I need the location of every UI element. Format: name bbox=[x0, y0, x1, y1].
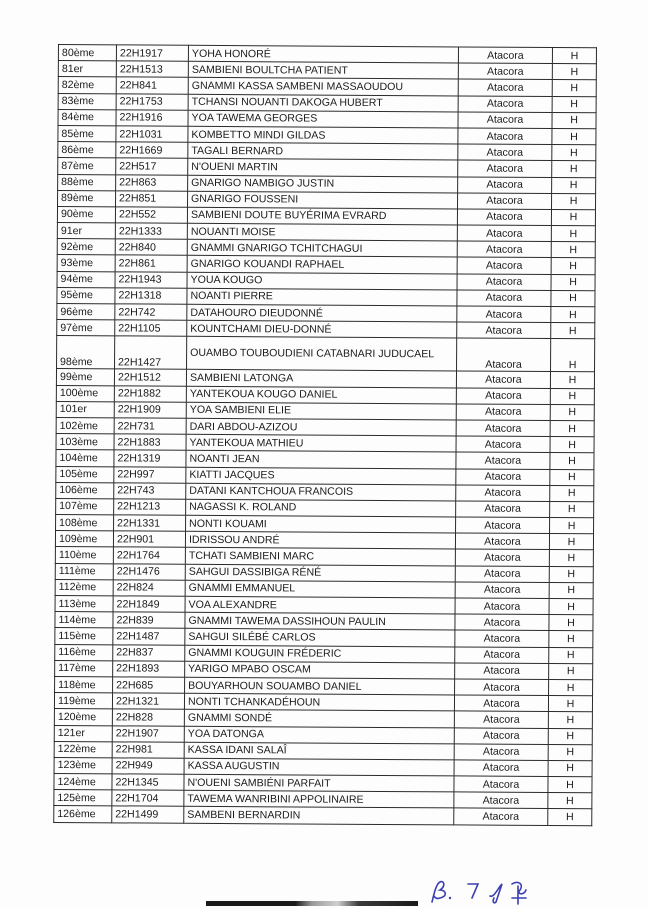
department-cell: Atacora bbox=[456, 517, 550, 534]
sex-cell: H bbox=[550, 404, 594, 420]
rank-cell: 101er bbox=[56, 401, 114, 418]
rank-cell: 109ème bbox=[55, 531, 113, 548]
name-cell: GNARIGO KOUANDI RAPHAEL bbox=[187, 256, 457, 274]
department-cell: Atacora bbox=[458, 96, 552, 113]
name-cell: KIATTI JACQUES bbox=[186, 467, 456, 485]
name-cell: OUAMBO TOUBOUDIENI CATABNARI JUDUCAEL bbox=[187, 337, 457, 372]
sex-cell: H bbox=[551, 323, 595, 339]
rank-cell: 89ème bbox=[58, 190, 116, 207]
department-cell: Atacora bbox=[454, 727, 548, 744]
department-cell: Atacora bbox=[456, 371, 550, 388]
rank-cell: 94ème bbox=[57, 271, 115, 288]
page-footer-bar bbox=[206, 901, 418, 906]
sex-cell: H bbox=[551, 193, 595, 209]
name-cell: SAHGUI DASSIBIGA RÉNÉ bbox=[185, 564, 455, 582]
code-cell: 22H1427 bbox=[115, 336, 187, 369]
rank-cell: 104ème bbox=[56, 450, 114, 467]
name-cell: YANTEKOUA MATHIEU bbox=[186, 434, 456, 452]
sex-cell: H bbox=[548, 696, 592, 712]
rank-cell: 116ème bbox=[55, 644, 113, 661]
code-cell: 22H851 bbox=[116, 191, 188, 208]
department-cell: Atacora bbox=[456, 501, 550, 518]
name-cell: N'OUENI SAMBIÉNI PARFAIT bbox=[184, 774, 454, 792]
name-cell: SAMBIENI DOUTE BUYÉRIMA EVRARD bbox=[187, 207, 457, 225]
sex-cell: H bbox=[552, 161, 596, 177]
sex-cell: H bbox=[550, 437, 594, 453]
code-cell: 22H1909 bbox=[114, 402, 186, 419]
department-cell: Atacora bbox=[457, 209, 551, 226]
rank-cell: 121er bbox=[54, 725, 112, 742]
rank-cell: 106ème bbox=[56, 482, 114, 499]
results-table-body bbox=[54, 45, 597, 826]
sex-cell: H bbox=[551, 258, 595, 274]
department-cell: Atacora bbox=[455, 533, 549, 550]
sex-cell: H bbox=[548, 777, 592, 793]
name-cell: GNAMMI SONDÉ bbox=[184, 710, 454, 728]
sex-cell: H bbox=[551, 274, 595, 290]
name-cell: NONTI KOUAMI bbox=[186, 515, 456, 533]
department-cell: Atacora bbox=[454, 760, 548, 777]
code-cell: 22H517 bbox=[116, 158, 188, 175]
code-cell: 22H839 bbox=[113, 612, 185, 629]
name-cell: VOA ALEXANDRE bbox=[185, 596, 455, 614]
name-cell: TCHANSI NOUANTI DAKOGA HUBERT bbox=[188, 94, 458, 112]
code-cell: 22H1476 bbox=[113, 563, 185, 580]
code-cell: 22H828 bbox=[112, 709, 184, 726]
name-cell: TAGALI BERNARD bbox=[188, 142, 458, 160]
code-cell: 22H981 bbox=[112, 742, 184, 759]
name-cell: NAGASSI K. ROLAND bbox=[186, 499, 456, 517]
rank-cell: 110ème bbox=[55, 547, 113, 564]
sex-cell: H bbox=[551, 209, 595, 225]
department-cell: Atacora bbox=[458, 47, 552, 64]
department-cell: Atacora bbox=[456, 404, 550, 421]
department-cell: Atacora bbox=[458, 176, 552, 193]
rank-cell: 114ème bbox=[55, 612, 113, 629]
handwritten-signature bbox=[428, 876, 548, 906]
department-cell: Atacora bbox=[457, 225, 551, 242]
code-cell: 22H731 bbox=[114, 418, 186, 435]
name-cell: KOMBETTO MINDI GILDAS bbox=[188, 126, 458, 144]
code-cell: 22H1849 bbox=[113, 596, 185, 613]
code-cell: 22H1499 bbox=[112, 806, 184, 823]
code-cell: 22H1321 bbox=[112, 693, 184, 710]
code-cell: 22H837 bbox=[113, 644, 185, 661]
department-cell: Atacora bbox=[454, 744, 548, 761]
rank-cell: 88ème bbox=[58, 174, 116, 191]
code-cell: 22H901 bbox=[113, 531, 185, 548]
code-cell: 22H1331 bbox=[114, 515, 186, 532]
department-cell: Atacora bbox=[455, 646, 549, 663]
sex-cell: H bbox=[549, 647, 593, 663]
rank-cell: 113ème bbox=[55, 595, 113, 612]
sex-cell: H bbox=[550, 420, 594, 436]
department-cell: Atacora bbox=[454, 776, 548, 793]
sex-cell: H bbox=[552, 80, 596, 96]
rank-cell: 111ème bbox=[55, 563, 113, 580]
name-cell: TCHATI SAMBIENI MARC bbox=[185, 548, 455, 566]
code-cell: 22H840 bbox=[115, 239, 187, 256]
code-cell: 22H863 bbox=[116, 174, 188, 191]
sex-cell: H bbox=[550, 388, 594, 404]
code-cell: 22H1907 bbox=[112, 725, 184, 742]
name-cell: BOUYARHOUN SOUAMBO DANIEL bbox=[185, 677, 455, 695]
rank-cell: 99ème bbox=[56, 369, 114, 386]
name-cell: YANTEKOUA KOUGO DANIEL bbox=[186, 386, 456, 404]
sex-cell: H bbox=[548, 744, 592, 760]
code-cell: 22H1764 bbox=[113, 547, 185, 564]
sex-cell: H bbox=[552, 48, 596, 64]
rank-cell: 117ème bbox=[55, 660, 113, 677]
code-cell: 22H1893 bbox=[113, 661, 185, 678]
name-cell: YARIGO MPABO OSCAM bbox=[185, 661, 455, 679]
sex-cell: H bbox=[550, 453, 594, 469]
name-cell: DATANI KANTCHOUA FRANCOIS bbox=[186, 483, 456, 501]
rank-cell: 108ème bbox=[56, 515, 114, 532]
code-cell: 22H1669 bbox=[116, 142, 188, 159]
code-cell: 22H1512 bbox=[114, 369, 186, 386]
rank-cell: 112ème bbox=[55, 579, 113, 596]
code-cell: 22H1345 bbox=[112, 774, 184, 791]
name-cell: KASSA AUGUSTIN bbox=[184, 758, 454, 776]
rank-cell: 120ème bbox=[54, 709, 112, 726]
name-cell: YOA SAMBIENI ELIE bbox=[186, 402, 456, 420]
code-cell: 22H824 bbox=[113, 580, 185, 597]
sex-cell: H bbox=[552, 96, 596, 112]
department-cell: Atacora bbox=[458, 128, 552, 145]
code-cell: 22H1943 bbox=[115, 271, 187, 288]
rank-cell: 95ème bbox=[57, 287, 115, 304]
sex-cell: H bbox=[549, 679, 593, 695]
rank-cell: 123ème bbox=[54, 757, 112, 774]
rank-cell: 96ème bbox=[57, 303, 115, 320]
sex-cell: H bbox=[549, 615, 593, 631]
department-cell: Atacora bbox=[458, 144, 552, 161]
department-cell: Atacora bbox=[458, 112, 552, 129]
name-cell: GNAMMI GNARIGO TCHITCHAGUI bbox=[187, 240, 457, 258]
rank-cell: 100ème bbox=[56, 385, 114, 402]
code-cell: 22H997 bbox=[114, 466, 186, 483]
department-cell: Atacora bbox=[454, 711, 548, 728]
sex-cell: H bbox=[548, 809, 592, 825]
name-cell: SAHGUI SILÉBÉ CARLOS bbox=[185, 629, 455, 647]
code-cell: 22H949 bbox=[112, 758, 184, 775]
sex-cell: H bbox=[551, 226, 595, 242]
name-cell: NOANTI JEAN bbox=[186, 451, 456, 469]
department-cell: Atacora bbox=[458, 63, 552, 80]
sex-cell: H bbox=[551, 242, 595, 258]
name-cell: YOUA KOUGO bbox=[187, 272, 457, 290]
code-cell: 22H1318 bbox=[115, 288, 187, 305]
code-cell: 22H1213 bbox=[114, 499, 186, 516]
name-cell: SAMBENI BERNARDIN bbox=[184, 807, 454, 825]
department-cell: Atacora bbox=[457, 257, 551, 274]
rank-cell: 102ème bbox=[56, 417, 114, 434]
rank-cell: 103ème bbox=[56, 434, 114, 451]
name-cell: GNARIGO NAMBIGO JUSTIN bbox=[188, 175, 458, 193]
department-cell: Atacora bbox=[455, 663, 549, 680]
name-cell: GNAMMI EMMANUEL bbox=[185, 580, 455, 598]
sex-cell: H bbox=[550, 518, 594, 534]
department-cell: Atacora bbox=[456, 420, 550, 437]
rank-cell: 90ème bbox=[57, 206, 115, 223]
code-cell: 22H1882 bbox=[114, 385, 186, 402]
rank-cell: 85ème bbox=[58, 125, 116, 142]
name-cell: YOHA HONORÉ bbox=[188, 45, 458, 63]
rank-cell: 93ème bbox=[57, 255, 115, 272]
name-cell: YOA DATONGA bbox=[184, 726, 454, 744]
name-cell: N'OUENI MARTIN bbox=[188, 159, 458, 177]
rank-cell: 83ème bbox=[58, 93, 116, 110]
code-cell: 22H841 bbox=[116, 77, 188, 94]
rank-cell: 80ème bbox=[58, 45, 116, 62]
department-cell: Atacora bbox=[456, 468, 550, 485]
sex-cell: H bbox=[549, 566, 593, 582]
department-cell: Atacora bbox=[457, 322, 551, 339]
rank-cell: 126ème bbox=[54, 806, 112, 823]
department-cell: Atacora bbox=[454, 792, 548, 809]
name-cell: SAMBIENI BOULTCHA PATIENT bbox=[188, 61, 458, 79]
department-cell: Atacora bbox=[457, 241, 551, 258]
rank-cell: 98ème bbox=[57, 336, 115, 369]
code-cell: 22H1753 bbox=[116, 93, 188, 110]
code-cell: 22H743 bbox=[114, 483, 186, 500]
rank-cell: 118ème bbox=[55, 676, 113, 693]
code-cell: 22H1031 bbox=[116, 126, 188, 143]
department-cell: Atacora bbox=[457, 338, 551, 372]
name-cell: DARI ABDOU-AZIZOU bbox=[186, 418, 456, 436]
name-cell: KOUNTCHAMI DIEU-DONNÉ bbox=[187, 320, 457, 338]
code-cell: 22H552 bbox=[115, 207, 187, 224]
code-cell: 22H1513 bbox=[116, 61, 188, 78]
code-cell: 22H861 bbox=[115, 255, 187, 272]
rank-cell: 122ème bbox=[54, 741, 112, 758]
department-cell: Atacora bbox=[455, 614, 549, 631]
code-cell: 22H1883 bbox=[114, 434, 186, 451]
code-cell: 22H1319 bbox=[114, 450, 186, 467]
sex-cell: H bbox=[549, 582, 593, 598]
rank-cell: 84ème bbox=[58, 109, 116, 126]
department-cell: Atacora bbox=[458, 193, 552, 210]
code-cell: 22H1704 bbox=[112, 790, 184, 807]
code-cell: 22H1916 bbox=[116, 110, 188, 127]
sex-cell: H bbox=[550, 501, 594, 517]
department-cell: Atacora bbox=[454, 808, 548, 825]
name-cell: NONTI TCHANKADÉHOUN bbox=[184, 693, 454, 711]
department-cell: Atacora bbox=[455, 566, 549, 583]
table-row bbox=[57, 336, 595, 372]
department-cell: Atacora bbox=[455, 630, 549, 647]
rank-cell: 81er bbox=[58, 61, 116, 78]
department-cell: Atacora bbox=[456, 452, 550, 469]
rank-cell: 86ème bbox=[58, 142, 116, 159]
name-cell: IDRISSOU ANDRÉ bbox=[185, 532, 455, 550]
department-cell: Atacora bbox=[457, 274, 551, 291]
sex-cell: H bbox=[548, 712, 592, 728]
sex-cell: H bbox=[550, 469, 594, 485]
sex-cell: H bbox=[548, 728, 592, 744]
rank-cell: 115ème bbox=[55, 628, 113, 645]
sex-cell: H bbox=[551, 307, 595, 323]
name-cell: NOUANTI MOISE bbox=[187, 223, 457, 241]
rank-cell: 97ème bbox=[57, 320, 115, 337]
table-row bbox=[54, 806, 592, 825]
name-cell: KASSA IDANI SALAÎ bbox=[184, 742, 454, 760]
code-cell: 22H1333 bbox=[115, 223, 187, 240]
rank-cell: 107ème bbox=[56, 498, 114, 515]
rank-cell: 105ème bbox=[56, 466, 114, 483]
code-cell: 22H1917 bbox=[116, 45, 188, 62]
sex-cell: H bbox=[551, 339, 595, 372]
sex-cell: H bbox=[552, 128, 596, 144]
department-cell: Atacora bbox=[456, 436, 550, 453]
name-cell: TAWEMA WANRIBINI APPOLINAIRE bbox=[184, 791, 454, 809]
sex-cell: H bbox=[551, 290, 595, 306]
department-cell: Atacora bbox=[457, 290, 551, 307]
department-cell: Atacora bbox=[455, 582, 549, 599]
name-cell: GNAMMI TAWEMA DASSIHOUN PAULIN bbox=[185, 612, 455, 630]
name-cell: SAMBIENI LATONGA bbox=[186, 370, 456, 388]
department-cell: Atacora bbox=[455, 549, 549, 566]
sex-cell: H bbox=[552, 112, 596, 128]
department-cell: Atacora bbox=[454, 695, 548, 712]
rank-cell: 82ème bbox=[58, 77, 116, 94]
sex-cell: H bbox=[549, 550, 593, 566]
results-table bbox=[53, 44, 597, 826]
name-cell: NOANTI PIERRE bbox=[187, 288, 457, 306]
name-cell: DATAHOURO DIEUDONNÉ bbox=[187, 304, 457, 322]
sex-cell: H bbox=[550, 372, 594, 388]
sex-cell: H bbox=[552, 177, 596, 193]
name-cell: YOA TAWEMA GEORGES bbox=[188, 110, 458, 128]
department-cell: Atacora bbox=[455, 598, 549, 615]
code-cell: 22H742 bbox=[115, 304, 187, 321]
rank-cell: 91er bbox=[57, 223, 115, 240]
department-cell: Atacora bbox=[457, 306, 551, 323]
rank-cell: 119ème bbox=[54, 693, 112, 710]
department-cell: Atacora bbox=[458, 79, 552, 96]
rank-cell: 87ème bbox=[58, 158, 116, 175]
sex-cell: H bbox=[549, 534, 593, 550]
code-cell: 22H1105 bbox=[115, 320, 187, 337]
department-cell: Atacora bbox=[455, 679, 549, 696]
department-cell: Atacora bbox=[456, 388, 550, 405]
name-cell: GNAMMI KOUGUIN FRÉDERIC bbox=[185, 645, 455, 663]
name-cell: GNAMMI KASSA SAMBENI MASSAOUDOU bbox=[188, 78, 458, 96]
sex-cell: H bbox=[552, 145, 596, 161]
sex-cell: H bbox=[548, 793, 592, 809]
code-cell: 22H685 bbox=[113, 677, 185, 694]
sex-cell: H bbox=[550, 485, 594, 501]
sex-cell: H bbox=[552, 64, 596, 80]
department-cell: Atacora bbox=[456, 485, 550, 502]
rank-cell: 92ème bbox=[57, 239, 115, 256]
sex-cell: H bbox=[549, 663, 593, 679]
sex-cell: H bbox=[549, 599, 593, 615]
name-cell: GNARIGO FOUSSENI bbox=[188, 191, 458, 209]
code-cell: 22H1487 bbox=[113, 628, 185, 645]
sex-cell: H bbox=[548, 760, 592, 776]
sex-cell: H bbox=[549, 631, 593, 647]
rank-cell: 125ème bbox=[54, 790, 112, 807]
department-cell: Atacora bbox=[458, 160, 552, 177]
rank-cell: 124ème bbox=[54, 774, 112, 791]
